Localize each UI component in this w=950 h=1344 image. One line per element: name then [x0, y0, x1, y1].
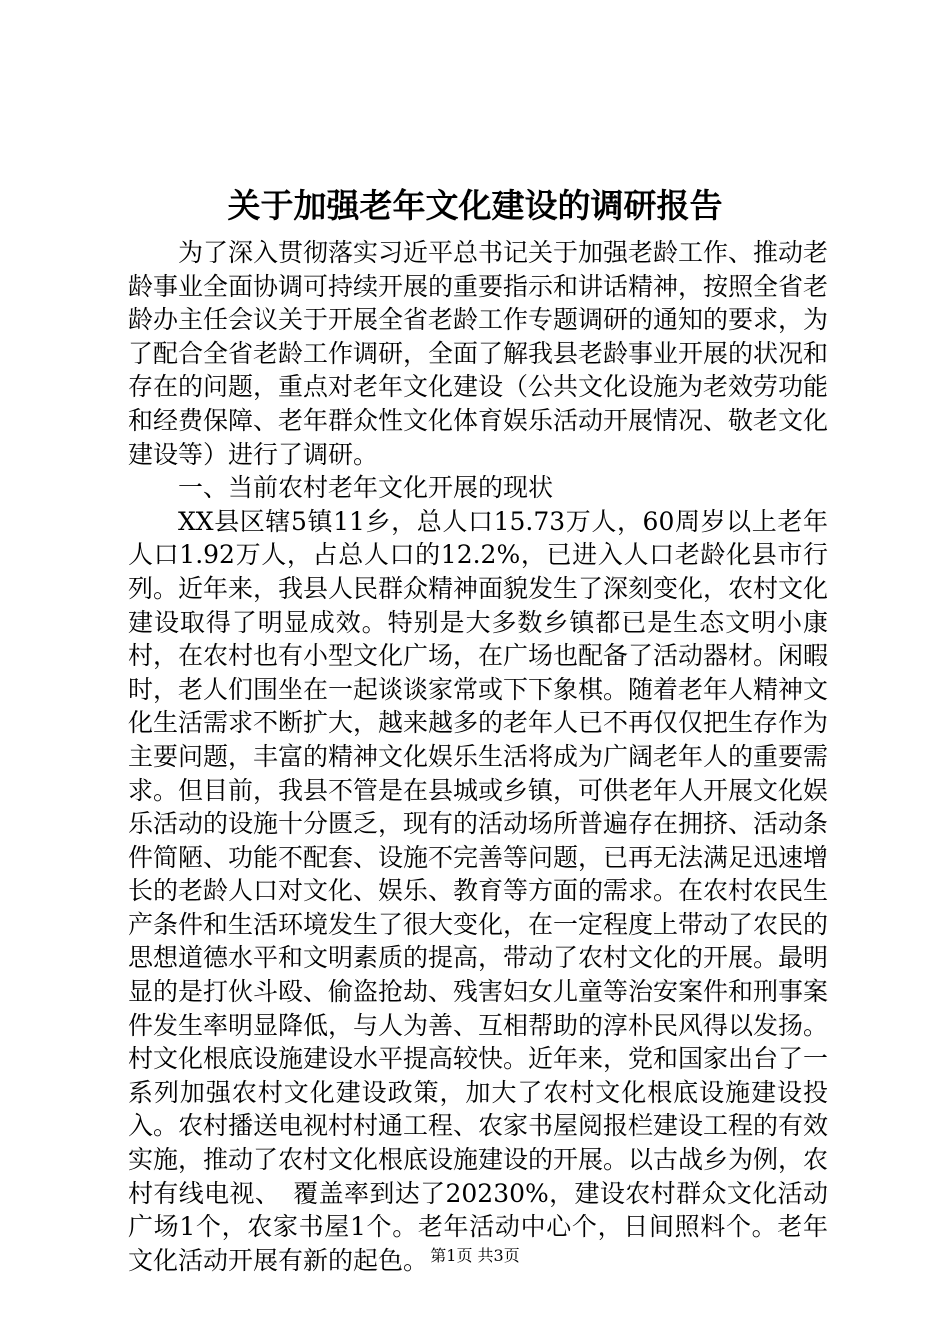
- document-title: 关于加强老年文化建设的调研报告: [227, 186, 723, 225]
- intro-paragraph: 为了深入贯彻落实习近平总书记关于加强老龄工作、推动老龄事业全面协调可持续开展的重要指示和讲话精神，按照全省老龄办主任会议关于开展全省老龄工作专题调研的通知的要求，为了配合全省老龄工作调研，全面了解我县老龄事业开展的状况和存在的问题，重点对老年文化建设（公共文化设施为老效劳功能和经费保障、老年群众性文化体育娱乐活动开展情况、敬老文化建设等）进行了调研。: [128, 238, 829, 469]
- document-body: [128, 236, 828, 1277]
- page-number-footer: 第1页 共3页: [430, 1246, 520, 1265]
- section-heading: 一、当前农村老年文化开展的现状: [178, 473, 554, 503]
- status-paragraph: XX县区辖5镇11乡，总人口15.73万人，60周岁以上老年人口1.92万人，占总人口的12.2%，已进入人口老龄化县市行列。近年来，我县人民群众精神面貌发生了深刻变化，农村文化建设取得了明显成效。特别是大多数乡镇都已是生态文明小康村，在农村也有小型文化广场，在广场也配备了活动器材。闲暇时，老人们围坐在一起谈谈家常或下下象棋。随着老年人精神文化生活需求不断扩大，越来越多的老年人已不再仅仅把生存作为主要问题，丰富的精神文化娱乐生活将成为广阔老年人的重要需求。但目前，我县不管是在县城或乡镇，可供老年人开展文化娱乐活动的设施十分匮乏，现有的活动场所普遍存在拥挤、活动条件简陋、功能不配套、设施不完善等问题，已再无法满足迅速增长的老龄人口对文化、娱乐、教育等方面的需求。在农村农民生产条件和生活环境发生了很大变化，在一定程度上带动了农民的思想道德水平和文明素质的提高，带动了农村文化的开展。最明显的是打伙斗殴、偷盗抢劫、残害妇女儿童等治安案件和刑事案件发生率明显降低，与人为善、互相帮助的淳朴民风得以发扬。村文化根底设施建设水平提高较快。近年来，党和国家出台了一系列加强农村文化建设政策，加大了农村文化根底设施建设投入。农村播送电视村村通工程、农家书屋阅报栏建设工程的有效实施，推动了农村文化根底设施建设的开展。以古战乡为例，农村有线电视、 覆盖率到达了20230%，建设农村群众文化活动广场1个，农家书屋1个。老年活动中心个，日间照料个。老年文化活动开展有新的起色。: [128, 506, 829, 1275]
